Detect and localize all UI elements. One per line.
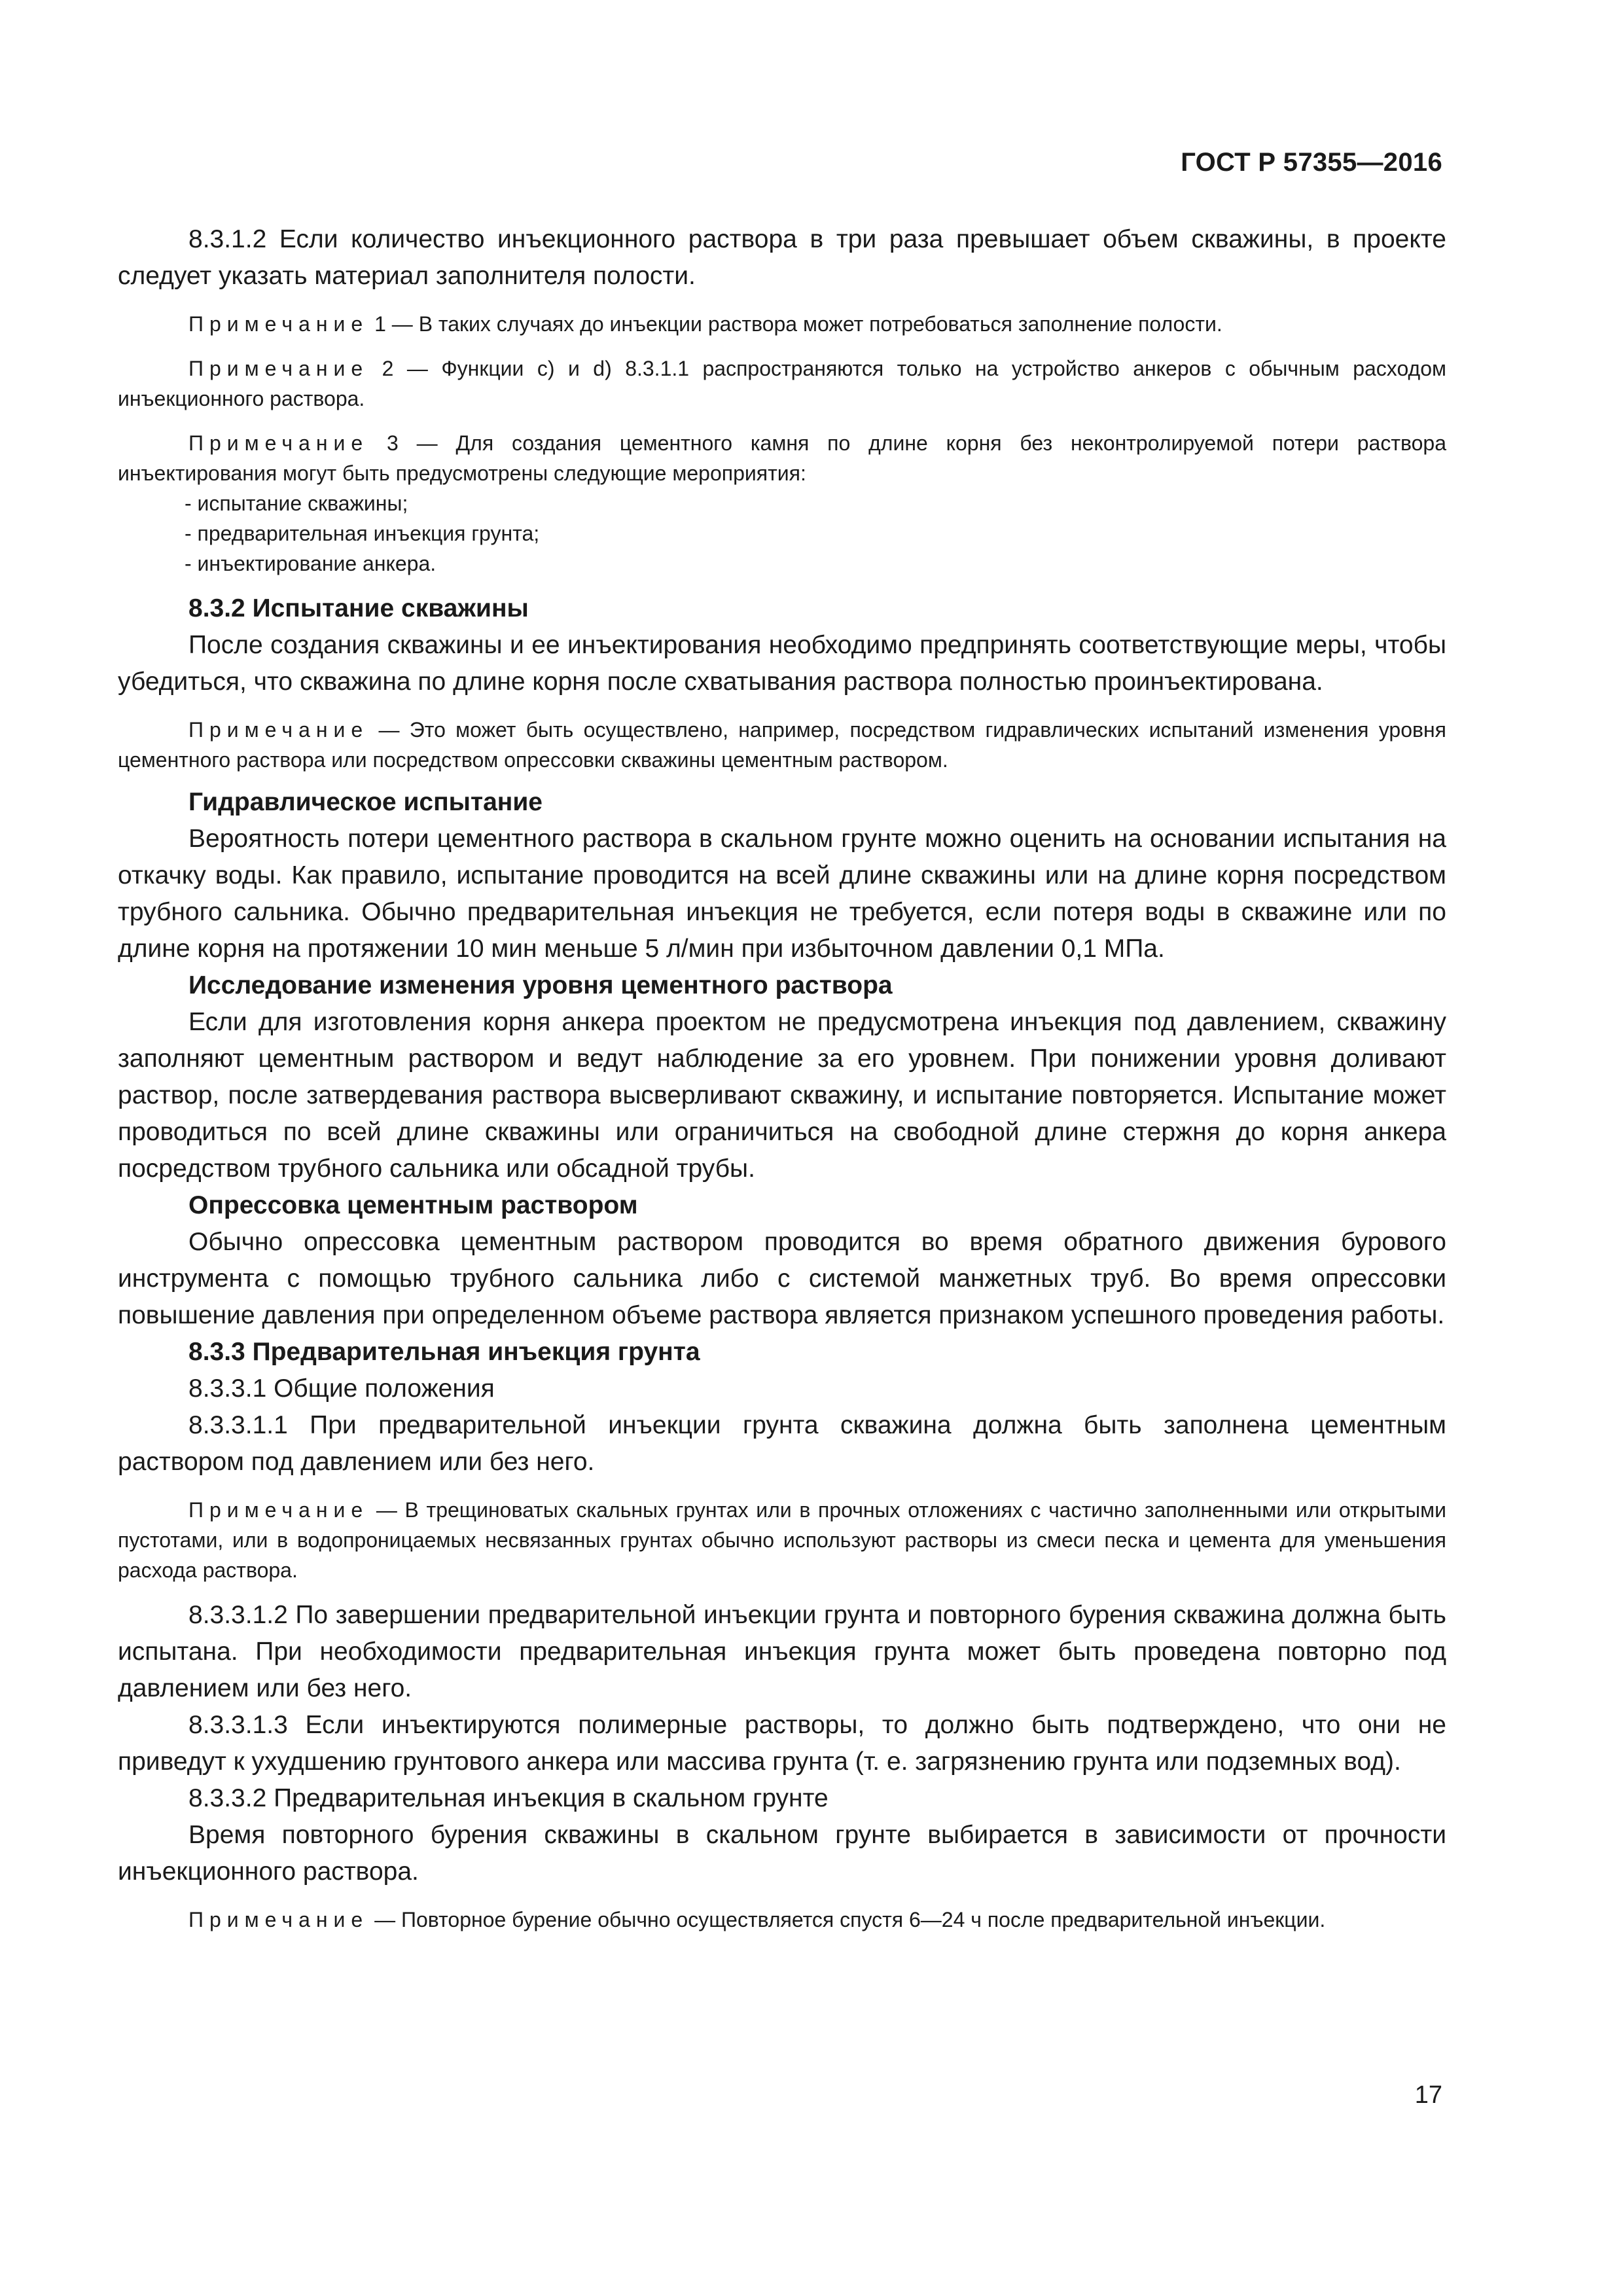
note-1	[118, 309, 1446, 339]
note-text: — Это может быть осуществлено, например, посредством гидравлических испытаний изменения уровня цементного раствора или посредством опрессовки скважины цементным раствором.	[118, 718, 1447, 772]
note-3-list	[118, 488, 1446, 579]
paragraph-redrill-time: Время повторного бурения скважины в скальном грунте выбирается в зависимости от прочности инъекционного раствора.	[118, 1821, 1446, 1886]
paragraph-8-3-3-1-2: 8.3.3.1.2 По завершении предварительной инъекции грунта и повторного бурения скважина должна быть испытана. При необходимости предварительная инъекция грунта может быть проведена повторно под давлением или без него.	[118, 1601, 1446, 1702]
note-label: Примечание	[188, 431, 369, 455]
note-label: Примечание	[188, 718, 369, 742]
note-text: 1 — В таких случаях до инъекции раствора может потребоваться заполнение полости.	[374, 312, 1222, 336]
note-text: — Повторное бурение обычно осуществляется спустя 6—24 ч после предварительной инъекции.	[374, 1908, 1326, 1931]
paragraph-pressure-test: Обычно опрессовка цементным раствором проводится во время обратного движения бурового инструмента с помощью трубного сальника либо с системой манжетных труб. Во время опрессовки повышение давления при определенном объеме раствора является признаком успешного проведения работы.	[118, 1228, 1446, 1329]
section-heading-8-3-3: 8.3.3 Предварительная инъекция грунта	[188, 1338, 700, 1366]
paragraph-8-3-1-2: 8.3.1.2 Если количество инъекционного раствора в три раза превышает объем скважины, в проекте следует указать материал заполнителя полости.	[118, 225, 1446, 290]
note-4	[118, 715, 1446, 775]
paragraph-level-study: Если для изготовления корня анкера проектом не предусмотрена инъекция под давлением, скважину заполняют цементным раствором и ведут наблюдение за его уровнем. При понижении уровня доливают раствор, после затвердевания раствора высверливают скважину, и испытание повторяется. Испытание может проводиться по всей длине скважины или ограничиться на свободной длине стержня до корня анкера посредством трубного сальника или обсадной трубы.	[118, 1008, 1446, 1183]
document-body	[118, 221, 1446, 1935]
section-heading-8-3-2: 8.3.2 Испытание скважины	[188, 594, 529, 622]
list-item: - предварительная инъекция грунта;	[185, 522, 540, 545]
paragraph-8-3-3-1-3: 8.3.3.1.3 Если инъектируются полимерные растворы, то должно быть подтверждено, что они не приведут к ухудшению грунтового анкера или массива грунта (т. е. загрязнению грунта или подземных вод).	[118, 1711, 1446, 1776]
paragraph-8-3-3-1: 8.3.3.1 Общие положения	[188, 1374, 495, 1403]
note-label: Примечание	[188, 357, 369, 380]
paragraph-8-3-3-2: 8.3.3.2 Предварительная инъекция в скальном грунте	[188, 1784, 829, 1812]
heading-level-study: Исследование изменения уровня цементного раствора	[188, 971, 893, 999]
list-item: - испытание скважины;	[185, 492, 408, 515]
note-2	[118, 353, 1446, 414]
document-header-code: ГОСТ Р 57355—2016	[1181, 148, 1442, 177]
note-label: Примечание	[188, 1908, 369, 1931]
list-item: - инъектирование анкера.	[185, 552, 437, 575]
note-label: Примечание	[188, 312, 369, 336]
note-text: 2 — Функции с) и d) 8.3.1.1 распространяются только на устройство анкеров с обычным расходом инъекционного раствора.	[118, 357, 1447, 410]
paragraph-8-3-3-1-1: 8.3.3.1.1 При предварительной инъекции грунта скважина должна быть заполнена цементным раствором под давлением или без него.	[118, 1411, 1446, 1476]
note-text: 3 — Для создания цементного камня по длине корня без неконтролируемой потери раствора инъектирования могут быть предусмотрены следующие мероприятия:	[118, 431, 1447, 485]
paragraph-well-test: После создания скважины и ее инъектирования необходимо предпринять соответствующие меры, чтобы убедиться, что скважина по длине корня после схватывания раствора полностью проинъектирована.	[118, 631, 1446, 696]
note-text: — В трещиноватых скальных грунтах или в прочных отложениях с частично заполненными или открытыми пустотами, или в водопроницаемых несвязанных грунтах обычно используют растворы из смеси песка и цемента для уменьшения расхода раствора.	[118, 1498, 1447, 1582]
heading-hydraulic-test: Гидравлическое испытание	[188, 788, 543, 816]
heading-pressure-test: Опрессовка цементным раствором	[188, 1191, 638, 1219]
note-3	[118, 428, 1446, 488]
note-label: Примечание	[188, 1498, 369, 1522]
paragraph-hydraulic-test: Вероятность потери цементного раствора в скальном грунте можно оценить на основании испытания на откачку воды. Как правило, испытание проводится на всей длине скважины или на длине корня посредством трубного сальника. Обычно предварительная инъекция не требуется, если потеря воды в скважине или по длине корня на протяжении 10 мин меньше 5 л/мин при избыточном давлении 0,1 МПа.	[118, 825, 1446, 963]
page-number: 17	[1414, 2081, 1442, 2109]
note-5	[118, 1495, 1446, 1585]
note-6	[118, 1905, 1446, 1935]
